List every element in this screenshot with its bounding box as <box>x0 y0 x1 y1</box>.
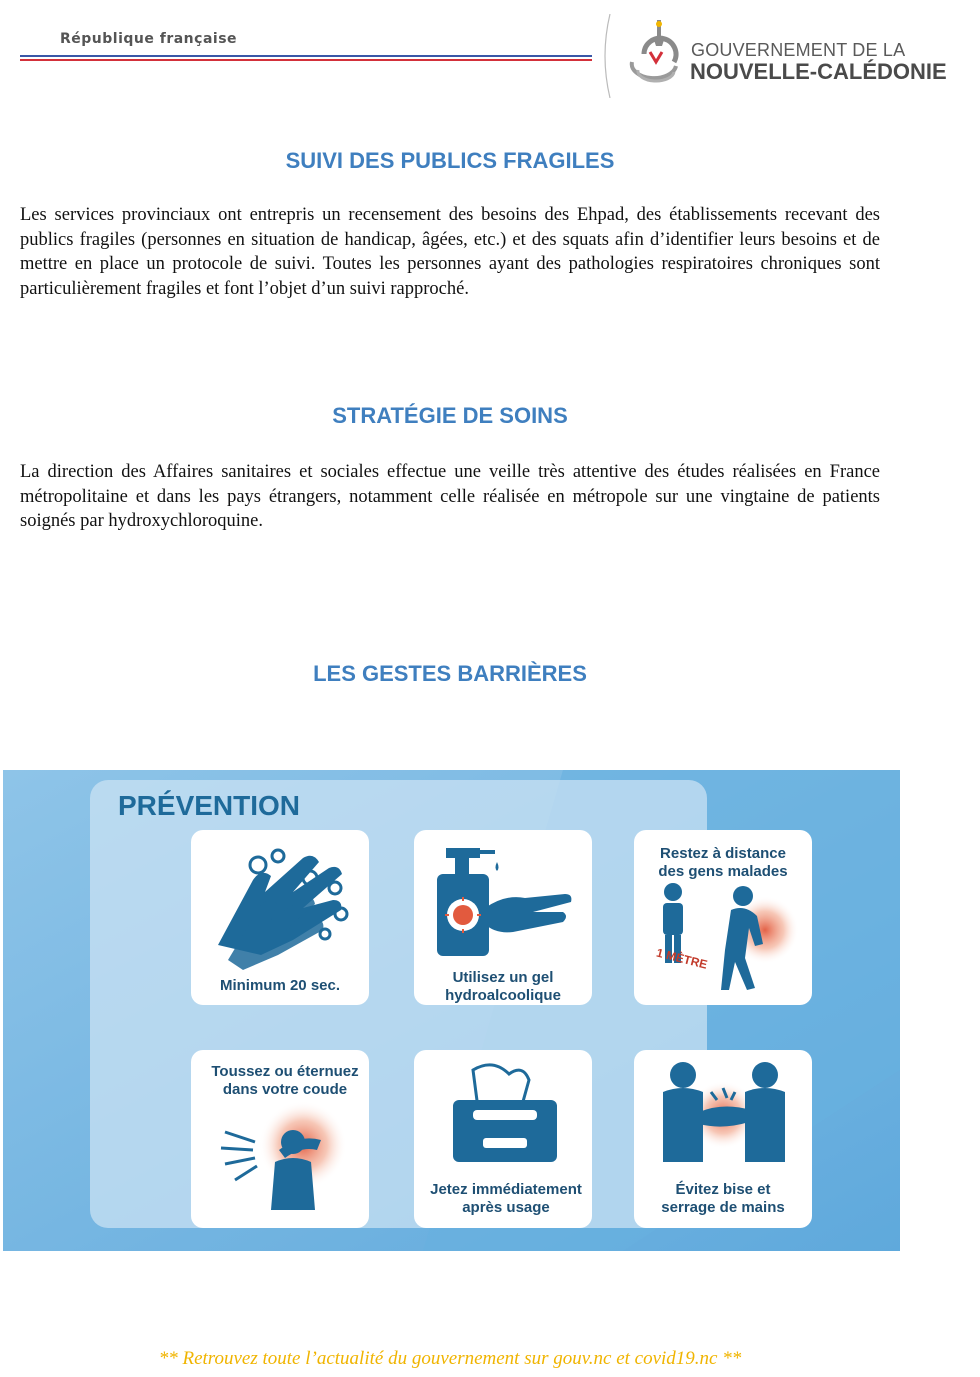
poster-title: PRÉVENTION <box>118 790 301 821</box>
card-label-line2: dans votre coude <box>222 1081 348 1098</box>
card-label-line2: des gens malades <box>658 863 788 880</box>
section-title-publics-fragiles: SUIVI DES PUBLICS FRAGILES <box>285 148 615 173</box>
card-label-line1: Utilisez un gel <box>452 969 554 986</box>
section-title-strategie-soins: STRATÉGIE DE SOINS <box>332 403 568 428</box>
section-title-gestes-barrieres: LES GESTES BARRIÈRES <box>313 661 587 686</box>
card-tissue-box <box>414 1050 592 1228</box>
government-logo-icon <box>624 18 684 84</box>
prevention-poster <box>3 770 900 1251</box>
card-sneeze-elbow <box>191 1050 369 1228</box>
card-handshake <box>634 1050 812 1228</box>
government-name-line2: NOUVELLE-CALÉDONIE <box>690 59 947 84</box>
card-label-line1: Restez à distance <box>660 845 786 862</box>
card-label-line1: Minimum 20 sec. <box>219 977 341 994</box>
tricolor-lines <box>20 55 592 63</box>
card-label-line2: serrage de mains <box>661 1199 785 1216</box>
distance-meter-label: 1 MÈTRE <box>654 945 709 972</box>
card-label-line1: Toussez ou éternuez <box>211 1063 359 1080</box>
card-distance <box>634 830 812 1005</box>
section-body-publics-fragiles: Les services provinciaux ont entrepris un recensement des besoins des Ehpad, des établissements recevant des publics fragiles (personnes en situation de handicap, âgées, etc.) et des squats afin d’identifier leurs besoins et de mettre en place un protocole de suivi. Toutes les personnes ayant des pathologies respiratoires chroniques sont particulièrement fragiles et font l’objet d’un suivi rapproché. <box>20 205 880 299</box>
government-name-line1: GOUVERNEMENT DE LA <box>691 40 906 60</box>
card-label-line1: Évitez bise et <box>675 1181 771 1198</box>
card-hand-gel <box>414 830 592 1005</box>
republique-francaise-label: République française <box>60 31 238 47</box>
card-label-line2: après usage <box>462 1199 550 1216</box>
card-hand-washing <box>191 830 369 1005</box>
footer-note: ** Retrouvez toute l’actualité du gouvernement sur gouv.nc et covid19.nc ** <box>158 1348 742 1369</box>
card-label-line2: hydroalcoolique <box>445 987 561 1004</box>
header-separator <box>600 14 612 98</box>
section-body-strategie-soins: La direction des Affaires sanitaires et sociales effectue une veille très attentive des études réalisées en France métropolitaine et dans les pays étrangers, notamment celle réalisée en métropole sur une vingtaine de patients soignés par hydroxychloroquine. <box>20 462 880 531</box>
card-label-line1: Jetez immédiatement <box>430 1181 582 1198</box>
